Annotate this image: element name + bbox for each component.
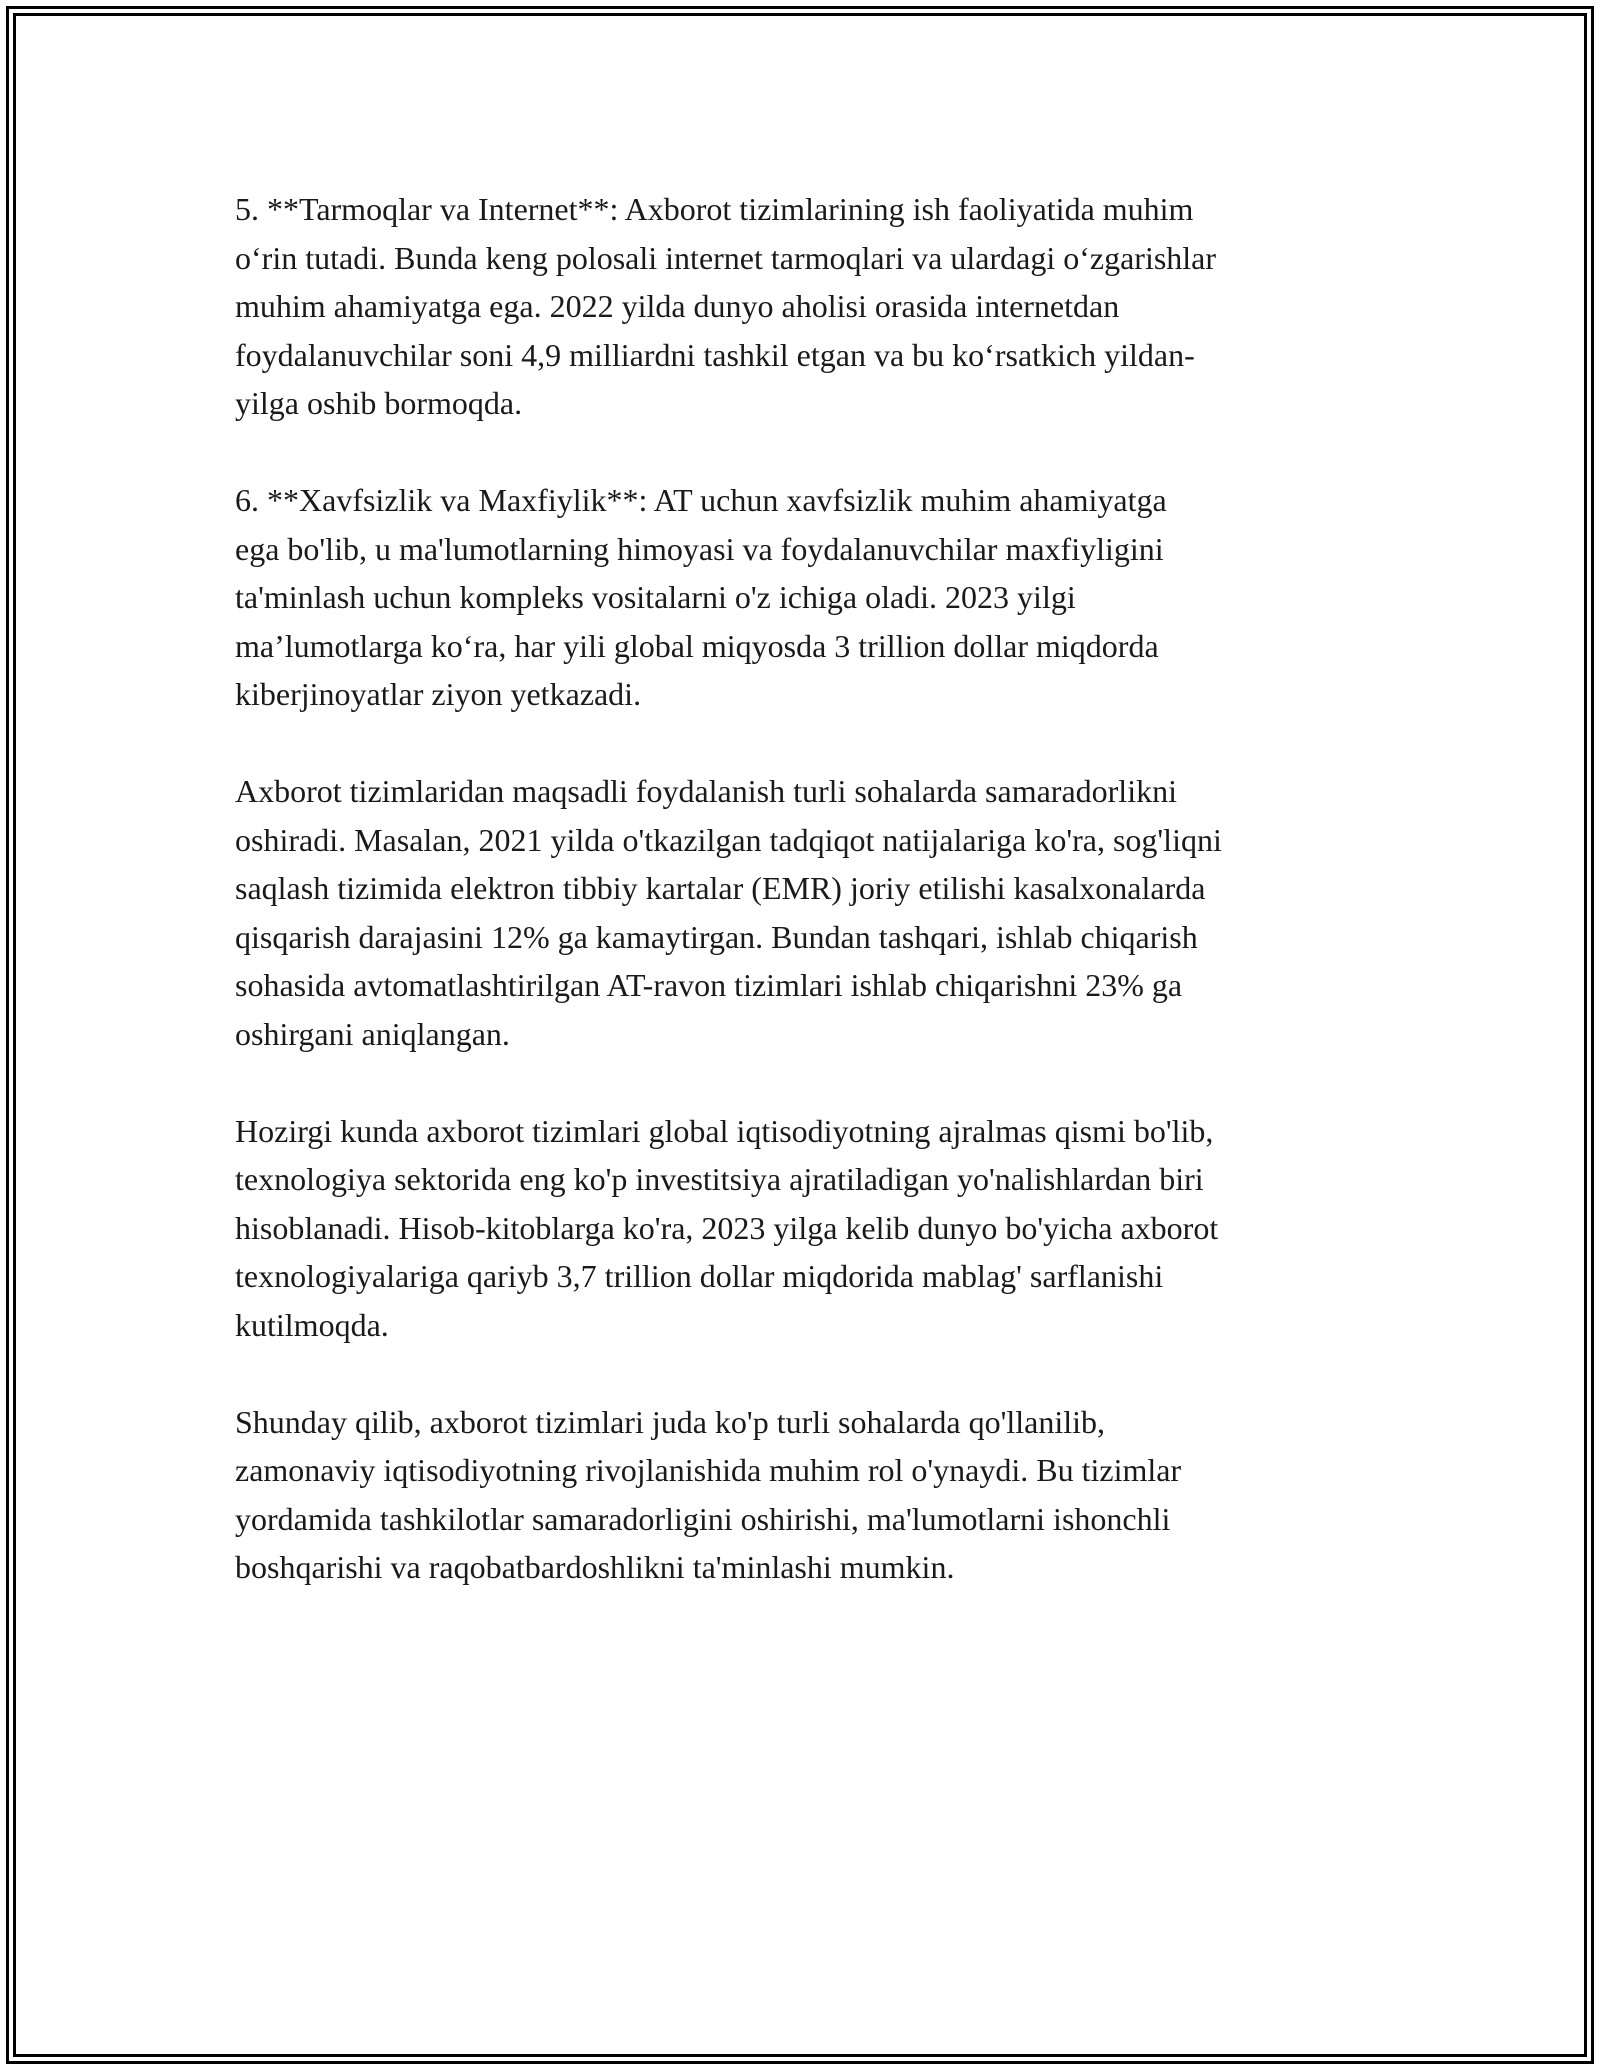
- text-line: Shunday qilib, axborot tizimlari juda ko'p turli sohalarda qo'llanilib,: [235, 1403, 1106, 1440]
- text-line: oshirgani aniqlangan.: [235, 1015, 510, 1052]
- text-line: ta'minlash uchun kompleks vositalarni o'z ichiga oladi. 2023 yilgi: [235, 579, 1076, 615]
- text-line: muhim ahamiyatga ega. 2022 yilda dunyo aholisi orasida internetdan: [235, 288, 1120, 324]
- text-line: hisoblanadi. Hisob-kitoblarga ko'ra, 2023 yilga kelib dunyo bo'yicha axborot: [235, 1209, 1219, 1246]
- text-line: zamonaviy iqtisodiyotning rivojlanishida muhim rol o'ynaydi. Bu tizimlar: [235, 1452, 1182, 1488]
- text-line: yordamida tashkilotlar samaradorligini oshirishi, ma'lumotlarni ishonchli: [235, 1500, 1171, 1537]
- text-line: sohasida avtomatlashtirilgan AT-ravon tizimlari ishlab chiqarishni 23% ga: [235, 967, 1183, 1003]
- text-line: Hozirgi kunda axborot tizimlari global iqtisodiyotning ajralmas qismi bo'lib,: [235, 1112, 1214, 1149]
- paragraph-efficiency: [235, 767, 1385, 1058]
- text-line: kiberjinoyatlar ziyon yetkazadi.: [235, 676, 642, 712]
- text-line: texnologiya sektorida eng ko'p investitsiya ajratiladigan yo'nalishlardan biri: [235, 1161, 1204, 1197]
- text-line: boshqarishi va raqobatbardoshlikni ta'minlashi mumkin.: [235, 1549, 955, 1585]
- text-line: ma’lumotlarga ko‘ra, har yili global miqyosda 3 trillion dollar miqdorda: [235, 627, 1159, 664]
- text-line: foydalanuvchilar soni 4,9 milliardni tashkil etgan va bu ko‘rsatkich yildan-: [235, 336, 1195, 373]
- text-line: 5. **Tarmoqlar va Internet**: Axborot tizimlarining ish faoliyatida muhim: [235, 191, 1194, 227]
- text-line: texnologiyalariga qariyb 3,7 trillion dollar miqdorida mablag' sarflanishi: [235, 1258, 1164, 1294]
- text-line: yilga oshib bormoqda.: [235, 385, 523, 421]
- paragraph-networks: [235, 185, 1385, 428]
- document-body: [235, 185, 1385, 1640]
- text-line: ega bo'lib, u ma'lumotlarning himoyasi va foydalanuvchilar maxfiyligini: [235, 530, 1164, 567]
- paragraph-security: [235, 476, 1385, 719]
- text-line: Axborot tizimlaridan maqsadli foydalanish turli sohalarda samaradorlikni: [235, 773, 1177, 809]
- text-line: 6. **Xavfsizlik va Maxfiylik**: AT uchun xavfsizlik muhim ahamiyatga: [235, 482, 1167, 518]
- paragraph-economy: [235, 1107, 1385, 1350]
- text-line: o‘rin tutadi. Bunda keng polosali internet tarmoqlari va ulardagi o‘zgarishlar: [235, 239, 1217, 276]
- text-line: saqlash tizimida elektron tibbiy kartalar (EMR) joriy etilishi kasalxonalarda: [235, 870, 1206, 906]
- text-line: kutilmoqda.: [235, 1306, 389, 1343]
- paragraph-conclusion: [235, 1398, 1385, 1592]
- text-line: qisqarish darajasini 12% ga kamaytirgan. Bundan tashqari, ishlab chiqarish: [235, 918, 1198, 955]
- text-line: oshiradi. Masalan, 2021 yilda o'tkazilgan tadqiqot natijalariga ko'ra, sog'liqni: [235, 821, 1222, 858]
